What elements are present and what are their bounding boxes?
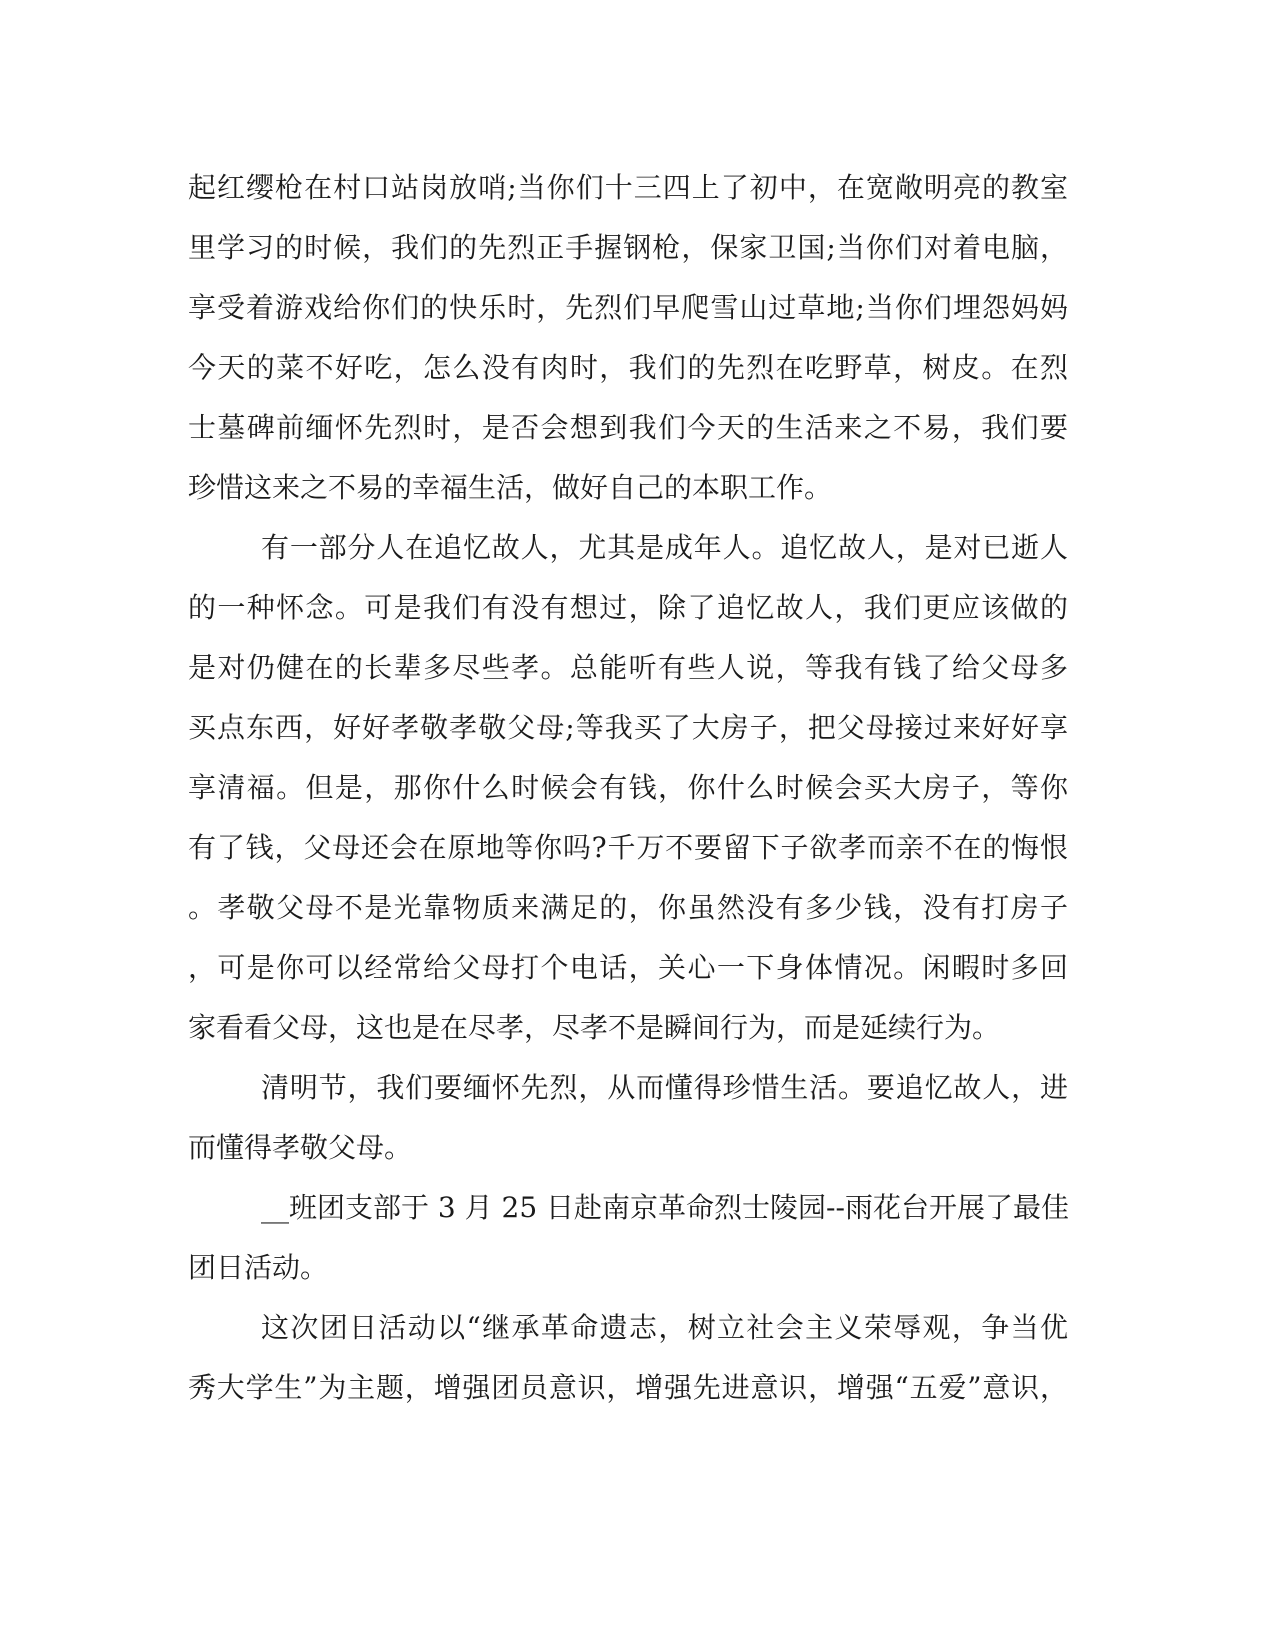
text-line: ，可是你可以经常给父母打个电话，关心一下身体情况。闲暇时多回 [188,951,1068,984]
paragraph-start-line: 有一部分人在追忆故人，尤其是成年人。追忆故人，是对已逝人 [261,531,1068,564]
paragraph-start-line: __班团支部于 3 月 25 日赴南京革命烈士陵园--雨花台开展了最佳 [261,1191,1069,1224]
paragraph-start-line: 清明节，我们要缅怀先烈，从而懂得珍惜生活。要追忆故人，进 [261,1071,1068,1104]
text-line: 团日活动。 [188,1251,329,1284]
text-line: 的一种怀念。可是我们有没有想过，除了追忆故人，我们更应该做的 [188,591,1068,624]
text-line: 买点东西，好好孝敬孝敬父母;等我买了大房子，把父母接过来好好享 [188,711,1068,744]
text-line: 起红缨枪在村口站岗放哨;当你们十三四上了初中，在宽敞明亮的教室 [188,171,1068,204]
text-line: 家看看父母，这也是在尽孝，尽孝不是瞬间行为，而是延续行为。 [188,1011,1001,1044]
text-line: 今天的菜不好吃，怎么没有肉时，我们的先烈在吃野草，树皮。在烈 [188,351,1068,384]
document-body [188,158,1068,1418]
text-line: 享受着游戏给你们的快乐时，先烈们早爬雪山过草地;当你们埋怨妈妈 [188,291,1068,324]
text-line: 而懂得孝敬父母。 [188,1131,413,1164]
paragraph-start-line: 这次团日活动以“继承革命遗志，树立社会主义荣辱观，争当优 [261,1311,1068,1344]
text-line: 士墓碑前缅怀先烈时，是否会想到我们今天的生活来之不易，我们要 [188,411,1068,444]
text-line: 有了钱，父母还会在原地等你吗?千万不要留下子欲孝而亲不在的悔恨 [188,831,1068,864]
text-line: 里学习的时候，我们的先烈正手握钢枪，保家卫国;当你们对着电脑， [188,231,1068,264]
text-line: 秀大学生”为主题，增强团员意识，增强先进意识，增强“五爱”意识， [188,1371,1068,1404]
text-line: 享清福。但是，那你什么时候会有钱，你什么时候会买大房子，等你 [188,771,1068,804]
text-line: 珍惜这来之不易的幸福生活，做好自己的本职工作。 [188,471,833,504]
text-line: 。孝敬父母不是光靠物质来满足的，你虽然没有多少钱，没有打房子 [188,891,1068,924]
text-line: 是对仍健在的长辈多尽些孝。总能听有些人说，等我有钱了给父母多 [188,651,1068,684]
